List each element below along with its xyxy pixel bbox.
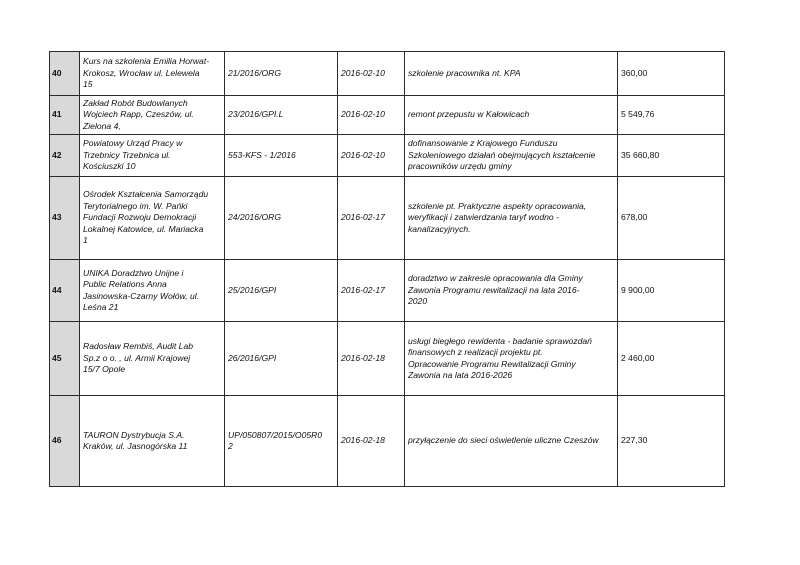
row-number: 42 [50, 135, 80, 177]
subject-cell-line: Opracowanie Programu Rewitalizacji Gminy [408, 358, 576, 369]
subject-cell-line: finansowych z realizacji projektu pt. [408, 347, 543, 358]
amount-cell: 227,30 [618, 396, 725, 487]
contractor-cell-line: Terytorialnego im. W. Pańki [83, 200, 188, 211]
date-cell: 2016-02-10 [338, 96, 405, 135]
contractor-cell-line: Zielona 4, [83, 120, 121, 131]
contractor-cell-line: Radosław Rembiś, Audit Lab [83, 341, 194, 352]
contractor-cell-line: UNIKA Doradztwo Unijne i [83, 267, 184, 278]
subject-cell-line: weryfikacji i zatwierdzania taryf wodno - [408, 212, 559, 223]
contractor-cell-line: Kurs na szkolenia Emilia Horwat- [83, 56, 210, 67]
row-number: 46 [50, 396, 80, 487]
contractor-cell [80, 322, 225, 396]
amount-cell: 5 549,76 [618, 96, 725, 135]
subject-cell-line: 2020 [408, 296, 428, 307]
subject-cell-line: Zawonia na lata 2016-2026 [408, 369, 513, 380]
row-number: 40 [50, 52, 80, 96]
subject-cell [405, 52, 618, 96]
contractor-cell-line: 15 [83, 79, 93, 90]
contractor-cell-line: TAURON Dystrybucja S.A. [83, 429, 185, 440]
subject-cell [405, 96, 618, 135]
subject-cell-line: pracowników urzędu gminy [408, 161, 512, 172]
date-cell: 2016-02-17 [338, 177, 405, 260]
contractor-cell-line: Krokosz, Wrocław ul. Lelewela [83, 67, 200, 78]
subject-cell-line: szkolenie pt. Praktyczne aspekty opracowania, [408, 200, 587, 211]
contractor-cell-line: Public Relations Anna [83, 279, 167, 290]
contractor-cell-line: Zakład Robót Budowlanych [83, 97, 188, 108]
amount-cell: 35 660,80 [618, 135, 725, 177]
amount-cell: 9 900,00 [618, 260, 725, 322]
date-cell: 2016-02-18 [338, 396, 405, 487]
contractor-cell-line: Sp.z o o. , ul. Armii Krajowej [83, 352, 191, 363]
contractor-cell [80, 135, 225, 177]
subject-cell-line: Szkoleniowego działań obejmujących kształcenie [408, 149, 596, 160]
contractor-cell [80, 396, 225, 487]
subject-cell-line: remont przepustu w Kałowicach [408, 109, 530, 120]
table-row [50, 135, 725, 177]
amount-cell: 2 460,00 [618, 322, 725, 396]
contractor-cell-line: Ośrodek Kształcenia Samorządu [83, 189, 209, 200]
row-number: 43 [50, 177, 80, 260]
contractor-cell-line: Jasinowska-Czarny Wołów, ul. [83, 290, 200, 301]
contract-number-cell: 21/2016/ORG [225, 52, 338, 96]
contractor-cell-line: Lokalnej Katowice, ul. Mariacka [83, 223, 204, 234]
contract-number-cell: 25/2016/GPI [225, 260, 338, 322]
contract-number-cell-line: UP/050807/2015/O05R0 [228, 429, 323, 440]
subject-cell-line: usługi biegłego rewidenta - badanie sprawozdań [408, 335, 592, 346]
contractor-cell-line: Fundacji Rozwoju Demokracji [83, 212, 197, 223]
date-cell: 2016-02-18 [338, 322, 405, 396]
row-number: 45 [50, 322, 80, 396]
contractor-cell-line: Trzebnicy Trzebnica ul. [83, 149, 171, 160]
contract-number-cell: 23/2016/GPI.L [225, 96, 338, 135]
contracts-table [49, 51, 725, 487]
date-cell: 2016-02-10 [338, 135, 405, 177]
subject-cell-line: Zawonia Programu rewitalizacji na lata 2016- [408, 284, 580, 295]
subject-cell-line: dofinansowanie z Krajowego Funduszu [408, 138, 558, 149]
contractor-cell-line: Wojciech Rapp, Czeszów, ul. [83, 109, 194, 120]
table-row [50, 322, 725, 396]
table-row [50, 96, 725, 135]
contract-number-cell: 26/2016/GPI [225, 322, 338, 396]
contractor-cell [80, 96, 225, 135]
contract-number-cell-line: 2 [228, 441, 233, 451]
subject-cell [405, 396, 618, 487]
contractor-cell [80, 52, 225, 96]
subject-cell [405, 260, 618, 322]
contract-number-cell: 553-KFS - 1/2016 [225, 135, 338, 177]
contracts-table-body [50, 52, 725, 487]
contractor-cell [80, 177, 225, 260]
subject-cell [405, 177, 618, 260]
subject-cell-line: przyłączenie do sieci oświetlenie uliczne Czeszów [408, 435, 599, 446]
contractor-cell-line: 1 [83, 235, 88, 246]
subject-cell [405, 322, 618, 396]
amount-cell: 678,00 [618, 177, 725, 260]
date-cell: 2016-02-10 [338, 52, 405, 96]
subject-cell [405, 135, 618, 177]
subject-cell-line: kanalizacyjnych. [408, 223, 471, 234]
contractor-cell-line: Kościuszki 10 [83, 161, 136, 172]
contractor-cell-line: Kraków, ul. Jasnogórska 11 [83, 441, 188, 451]
table-row [50, 260, 725, 322]
contractor-cell-line: Leśna 21 [83, 301, 119, 312]
contractor-cell-line: 15/7 Opole [83, 364, 126, 375]
contractor-cell-line: Powiatowy Urząd Pracy w [83, 138, 183, 149]
subject-cell-line: doradztwo w zakresie opracowania dla Gminy [408, 273, 583, 284]
row-number: 44 [50, 260, 80, 322]
subject-cell-line: szkolenie pracownika nt. KPA [408, 67, 521, 78]
contract-number-cell [225, 396, 338, 487]
amount-cell: 360,00 [618, 52, 725, 96]
contract-number-cell: 24/2016/ORG [225, 177, 338, 260]
table-row [50, 52, 725, 96]
row-number: 41 [50, 96, 80, 135]
contractor-cell [80, 260, 225, 322]
date-cell: 2016-02-17 [338, 260, 405, 322]
table-row [50, 177, 725, 260]
table-row [50, 396, 725, 487]
